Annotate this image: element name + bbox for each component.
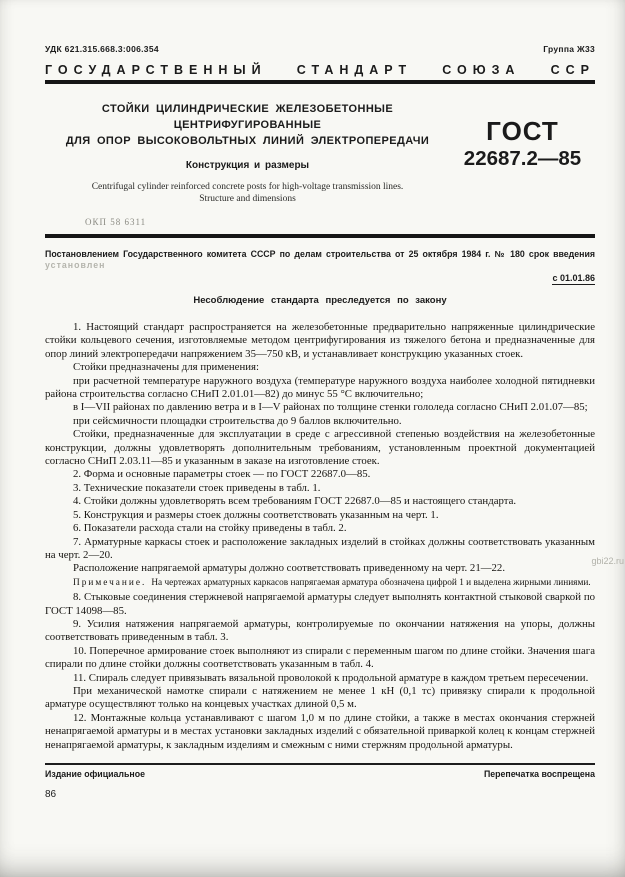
header-word: СОЮЗА (442, 63, 521, 77)
law-notice: Несоблюдение стандарта преследуется по закону (193, 295, 447, 306)
gost-number-badge (450, 84, 595, 227)
header-word: ССР (550, 63, 595, 77)
paragraph: при расчетной температуре наружного воздуха (температуре наружного воздуха наиболее холодной пятидневки района строительства согласно СНиП 2.01.01—82) до минус 55 °С включительно; (45, 374, 595, 401)
note-paragraph (45, 578, 595, 589)
decree-line-faded: установлен (45, 260, 106, 270)
paragraph: при сейсмичности площадки строительства до 9 баллов включительно. (73, 414, 402, 427)
state-standard-header (45, 63, 595, 77)
document-body (45, 321, 595, 752)
title-en-line: Structure and dimensions (199, 194, 296, 204)
paragraph: При механической намотке спирали с натяжением не менее 1 кН (0,1 тс) привязку спирали к продольной арматуре осуществляют только на концевых участках длиной 0,5 м. (45, 684, 595, 711)
document-subtitle: Конструкция и размеры (185, 160, 310, 171)
note-label: Примечание. (73, 577, 147, 588)
divider-rule-title (45, 234, 595, 238)
paragraph: в I—VII районах по давлению ветра и в I—V районах по толщине стенки гололеда согласно СНиП 2.01.07—85; (73, 401, 588, 414)
title-block (45, 84, 450, 227)
header-word: СТАНДАРТ (296, 63, 413, 77)
gost-number: 22687.2—85 (463, 147, 582, 170)
effective-date: с 01.01.86 (552, 273, 595, 283)
header-word: ГОСУДАРСТВЕННЫЙ (45, 63, 267, 77)
reprint-prohibited-label: Перепечатка воспрещена (483, 769, 595, 779)
title-line: СТОЙКИ ЦИЛИНДРИЧЕСКИЕ ЖЕЛЕЗОБЕТОННЫЕ (101, 103, 394, 115)
paragraph: 3. Технические показатели стоек приведены в табл. 1. (73, 481, 321, 494)
paragraph: 4. Стойки должны удовлетворять всем требованиям ГОСТ 22687.0—85 и настоящего стандарта. (73, 495, 517, 508)
official-edition-label: Издание официальное (45, 769, 145, 779)
title-en-line: Centrifugal cylinder reinforced concrete posts for high-voltage transmission lines. (91, 182, 404, 192)
paragraph: 11. Спираль следует привязывать вязальной проволокой к продольной арматуре в каждом третьем пересечении. (73, 671, 589, 684)
group-code: Группа Ж33 (543, 44, 595, 54)
title-line: ЦЕНТРИФУГИРОВАННЫЕ (173, 119, 322, 131)
paragraph: Расположение напрягаемой арматуры должно соответствовать приведенному на черт. 21—22. (73, 562, 506, 575)
paragraph: 9. Усилия натяжения напрягаемой арматуры, контролируемые по окончании натяжения на упоры, должны соответствовать приведенным в табл. 3. (45, 617, 595, 644)
watermark: gbi22.ru (591, 556, 624, 566)
decree-line: Постановлением Государственного комитета СССР по делам строительства от 25 октября 1984 г. № 180 срок введения (45, 249, 595, 259)
paragraph: 8. Стыковые соединения стержневой напрягаемой арматуры следует выполнять контактной стыковой сваркой по ГОСТ 14098—85. (45, 591, 595, 617)
decree-block (45, 249, 595, 271)
document-title-en (45, 181, 450, 205)
page-number: 86 (45, 789, 57, 800)
paragraph: Стойки предназначены для применения: (73, 361, 259, 374)
paragraph: 1. Настоящий стандарт распространяется на железобетонные предварительно напряженные цилиндрические стойки кольцевого сечения, изготовляемые методом центрифугирования из тяжелого бетона и предназначенные для опор линий электропередачи напряжением 35—750 кВ, и устанавливает конструкцию указанных стоек. (45, 321, 595, 360)
paragraph: 12. Монтажные кольца устанавливают с шагом 1,0 м по длине стойки, а также в местах окончания стержней ненапрягаемой арматуры и в местах установки закладных изделий с обязательной приваркой колец к концам стержней ненапрягаемой арматуры, к закладным изделиям и смежным с ними стержням продольной арматуры. (45, 711, 595, 751)
paragraph: 6. Показатели расхода стали на стойку приведены в табл. 2. (73, 522, 347, 535)
okp-code: ОКП 58 6311 (85, 217, 147, 227)
paragraph: 7. Арматурные каркасы стоек и расположение закладных изделий в стойках должны соответствовать указанным на черт. 2—20. (45, 535, 595, 561)
footer (45, 763, 595, 779)
title-zone (45, 84, 595, 227)
paragraph: 10. Поперечное армирование стоек выполняют из спирали с переменным шагом по длине стойки. Значения шага спирали по длине стойки должны соответствовать указанным в табл. 4. (45, 644, 595, 671)
gost-label: ГОСТ (486, 116, 559, 146)
udk-code: УДК 621.315.668.3:006.354 (45, 44, 159, 54)
paragraph: 5. Конструкция и размеры стоек должны соответствовать указанным на черт. 1. (73, 508, 439, 521)
meta-row (45, 44, 595, 54)
note-text: На чертежах арматурных каркасов напрягаемая арматура обозначена цифрой 1 и выделена жирными линиями. (151, 577, 591, 588)
title-line: ДЛЯ ОПОР ВЫСОКОВОЛЬТНЫХ ЛИНИЙ ЭЛЕКТРОПЕРЕДАЧИ (65, 135, 430, 147)
paragraph: Стойки, предназначенные для эксплуатации в среде с агрессивной степенью воздействия на железобетонные конструкции, должны удовлетворять дополнительным требованиям, установленным проектной документацией согласно СНиП 2.03.11—85 и указанным в заказе на изготовление стоек. (45, 428, 595, 468)
paragraph: 2. Форма и основные параметры стоек — по ГОСТ 22687.0—85. (73, 468, 371, 481)
document-title-ru (45, 101, 450, 149)
